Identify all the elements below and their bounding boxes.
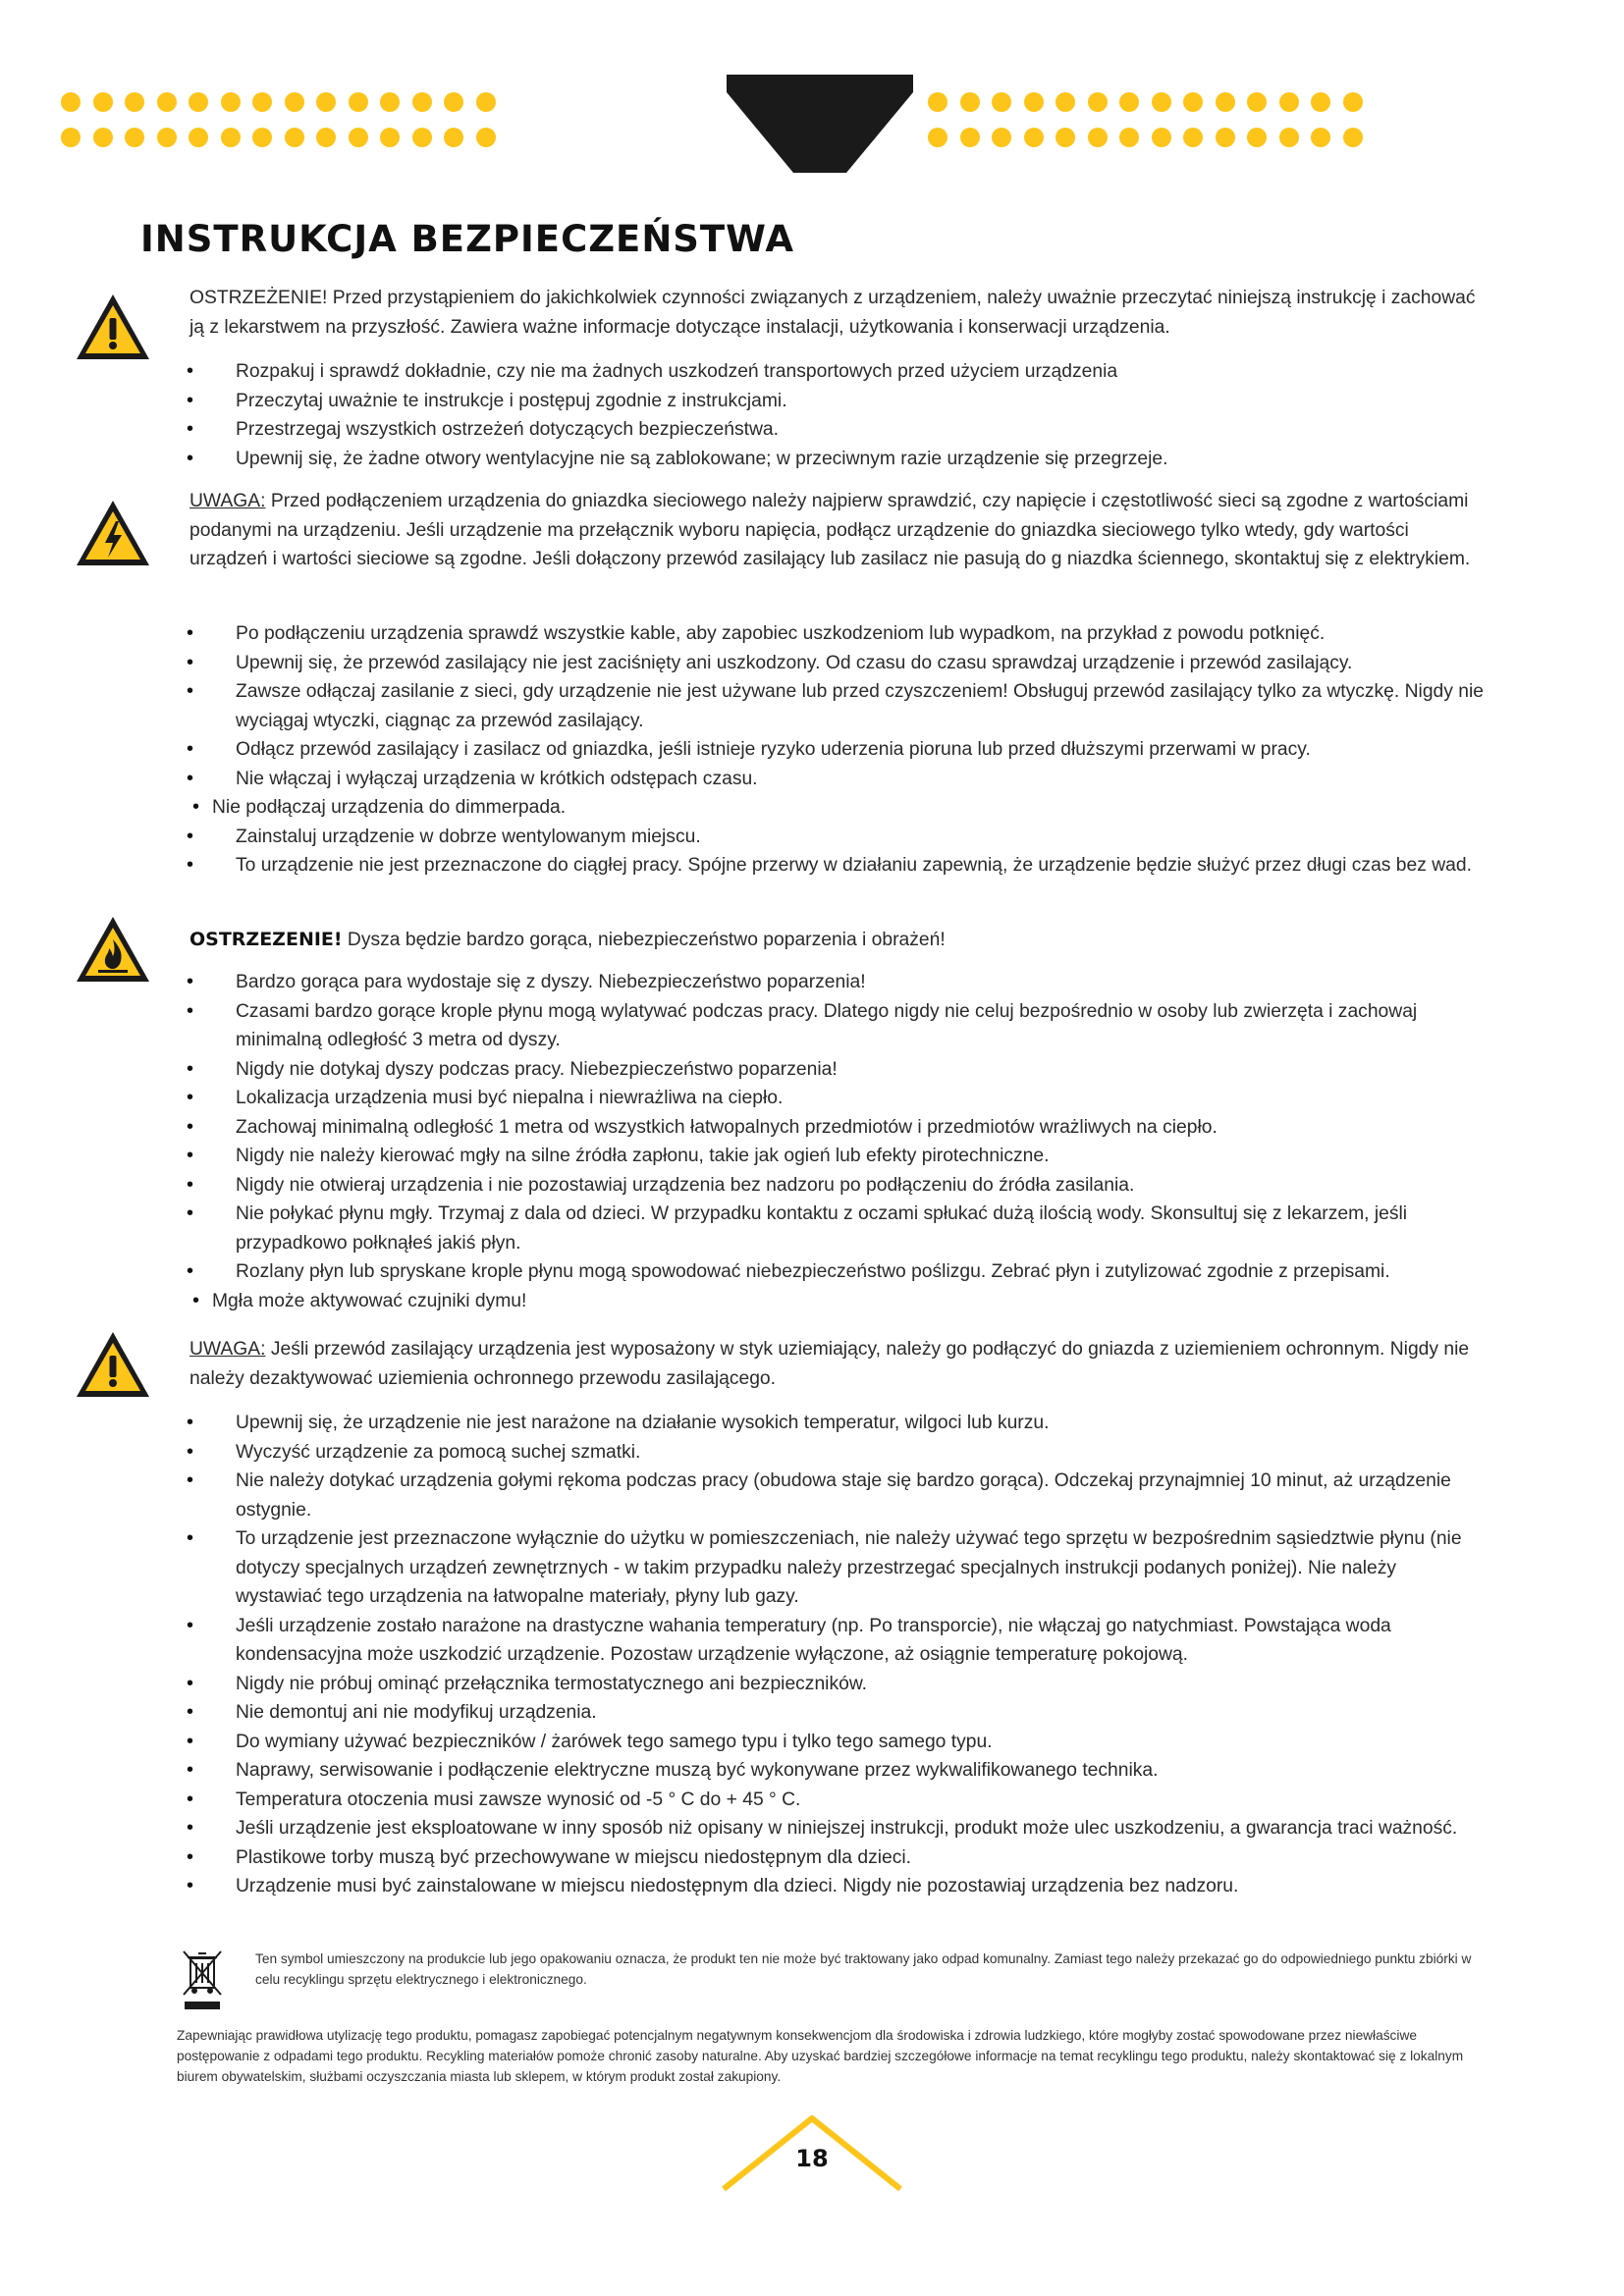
s1-intro xyxy=(189,284,1485,342)
list-item: • Nie podłączaj urządzenia do dimmerpada. xyxy=(0,793,1624,823)
list-item: • Przestrzegaj wszystkich ostrzeżeń dotyczących bezpieczeństwa. xyxy=(0,415,1624,445)
list-item: • Nie demontuj ani nie modyfikuj urządzenia. xyxy=(0,1698,1624,1728)
list-item: • Zawsze odłączaj zasilanie z sieci, gdy urządzenie nie jest używane lub przed czyszczeniem! Obsługuj przewód zasilający tylko za wtyczkę. Nigdy nie wyciągaj wtyczki, ciągnąc za przewód zasilający. xyxy=(0,677,1624,735)
s2-intro xyxy=(189,487,1485,574)
crossed-out-bin-icon xyxy=(181,1949,224,2011)
list-item: • Lokalizacja urządzenia musi być niepalna i niewrażliwa na ciepło. xyxy=(0,1084,1624,1113)
s3-intro xyxy=(189,926,1485,955)
list-item: • Wyczyść urządzenie za pomocą suchej szmatki. xyxy=(0,1438,1624,1468)
list-item: • Upewnij się, że przewód zasilający nie jest zaciśnięty ani uszkodzony. Od czasu do czasu sprawdzaj urządzenie i przewód zasilający. xyxy=(0,649,1624,678)
list-item: • Nie należy dotykać urządzenia gołymi rękoma podczas pracy (obudowa staje się bardzo gorąca). Odczekaj przynajmniej 10 minut, aż urządzenie ostygnie. xyxy=(0,1467,1624,1524)
s1-keyword: OSTRZEŻENIE! xyxy=(189,288,328,308)
s4-intro xyxy=(189,1335,1485,1393)
warning-exclamation-icon xyxy=(75,1329,151,1400)
list-item: • Upewnij się, że żadne otwory wentylacyjne nie są zablokowane; w przeciwnym razie urządzenie się przegrzeje. xyxy=(0,445,1624,474)
s4-text: Jeśli przewód zasilający urządzenia jest wyposażony w styk uziemiający, należy go podłączyć do gniazda z uziemieniem ochronnym. Nigdy nie należy dezaktywować uziemienia ochronnego przewodu zasilającego. xyxy=(189,1339,1470,1389)
list-item: • Upewnij się, że urządzenie nie jest narażone na działanie wysokich temperatur, wilgoci lub kurzu. xyxy=(0,1409,1624,1438)
s2-bullet-list xyxy=(0,619,1624,881)
header-dots-right xyxy=(928,92,1363,147)
list-item: • Mgła może aktywować czujniki dymu! xyxy=(0,1287,1624,1316)
s2-text: Przed podłączeniem urządzenia do gniazdka sieciowego należy najpierw sprawdzić, czy napięcie i częstotliwość sieci są zgodne z wartościami podanymi na urządzeniu. Jeśli urządzenie ma przełącznik wyboru napięcia, podłącz urządzenie do gniazdka sieciowego tylko wtedy, gdy wartości urządzeń i wartości sieciowe są zgodne. Jeśli dołączony przewód zasilający lub zasilacz nie pasują do g niazdka ściennego, skontaktuj się z elektrykiem. xyxy=(189,491,1471,569)
high-voltage-icon xyxy=(75,498,151,568)
list-item: • Plastikowe torby muszą być przechowywane w miejscu niedostępnym dla dzieci. xyxy=(0,1843,1624,1873)
list-item: • Rozlany płyn lub spryskane krople płynu mogą spowodować niebezpieczeństwo poślizgu. Zebrać płyn i zutylizować zgodnie z przepisami. xyxy=(0,1257,1624,1287)
list-item: • Do wymiany używać bezpieczników / żarówek tego samego typu i tylko tego samego typu. xyxy=(0,1728,1624,1757)
s3-keyword: OSTRZEZENIE! xyxy=(189,929,343,950)
list-item: • Po podłączeniu urządzenia sprawdź wszystkie kable, aby zapobiec uszkodzeniom lub wypadkom, na przykład z powodu potknięć. xyxy=(0,619,1624,649)
list-item: • Bardzo gorąca para wydostaje się z dyszy. Niebezpieczeństwo poparzenia! xyxy=(0,968,1624,997)
s4-keyword: UWAGA: xyxy=(189,1339,266,1360)
list-item: • To urządzenie jest przeznaczone wyłącznie do użytku w pomieszczeniach, nie należy używać tego sprzętu w bezpośrednim sąsiedztwie płynu (nie dotyczy specjalnych urządzeń zewnętrznych - w takim przypadku należy przestrzegać specjalnych instrukcji podanych poniżej). Nie należy wystawiać tego urządzenia na łatwopalne materiały, płyny lub gazy. xyxy=(0,1524,1624,1612)
disposal-text: Zapewniając prawidłowa utylizację tego produktu, pomagasz zapobiegać potencjalnym negatywnym konsekwencjom dla środowiska i zdrowia ludzkiego, które mogłyby zostać spowodowane przez niewłaściwe postępowanie z odpadami tego produktu. Recykling materiałów pomoże chronić zasoby naturalne. Aby uzyskać bardziej szczegółowe informacje na temat recyklingu tego produktu, należy skontaktować się z lokalnym biurem obywatelskim, służbami oczyszczania miasta lub sklepem, w którym produkt został zakupiony. xyxy=(177,2028,1464,2084)
list-item: • Nigdy nie otwieraj urządzenia i nie pozostawiaj urządzenia bez nadzoru po podłączeniu do źródła zasilania. xyxy=(0,1171,1624,1201)
list-item: • Nigdy nie dotykaj dyszy podczas pracy. Niebezpieczeństwo poparzenia! xyxy=(0,1055,1624,1085)
list-item: • Naprawy, serwisowanie i podłączenie elektryczne muszą być wykonywane przez wykwalifikowanego technika. xyxy=(0,1756,1624,1786)
list-item: • Przeczytaj uważnie te instrukcje i postępuj zgodnie z instrukcjami. xyxy=(0,387,1624,416)
list-item: • To urządzenie nie jest przeznaczone do ciągłej pracy. Spójne przerwy w działaniu zapewnią, że urządzenie będzie służyć przez długi czas bez wad. xyxy=(0,851,1624,881)
list-item: • Odłącz przewód zasilający i zasilacz od gniazdka, jeśli istnieje ryzyko uderzenia pioruna lub przed dłuższymi przerwami w pracy. xyxy=(0,735,1624,765)
page-title: INSTRUKCJA BEZPIECZEŃSTWA xyxy=(140,218,794,260)
page-number: 18 xyxy=(795,2145,829,2172)
warning-exclamation-icon xyxy=(75,292,151,362)
s4-bullet-list xyxy=(0,1409,1624,1901)
list-item: • Jeśli urządzenie jest eksploatowane w inny sposób niż opisany w niniejszej instrukcji, produkt może ulec uszkodzeniu, a gwarancja traci ważność. xyxy=(0,1814,1624,1843)
list-item: • Zachowaj minimalną odległość 1 metra od wszystkich łatwopalnych przedmiotów i przedmiotów wrażliwych na ciepło. xyxy=(0,1113,1624,1143)
list-item: • Zainstaluj urządzenie w dobrze wentylowanym miejscu. xyxy=(0,823,1624,852)
header-chevron xyxy=(723,69,917,177)
s1-bullet-list xyxy=(0,357,1624,473)
list-item: • Nie włączaj i wyłączaj urządzenia w krótkich odstępach czasu. xyxy=(0,765,1624,794)
list-item: • Temperatura otoczenia musi zawsze wynosić od -5 ° C do + 45 ° C. xyxy=(0,1786,1624,1815)
weee-text: Ten symbol umieszczony na produkcie lub jego opakowaniu oznacza, że produkt ten nie może być traktowany jako odpad komunalny. Zamiast tego należy przekazać go do odpowiedniego punktu zbiórki w celu recyklingu sprzętu elektrycznego i elektronicznego. xyxy=(255,1951,1472,1987)
list-item: • Rozpakuj i sprawdź dokładnie, czy nie ma żadnych uszkodzeń transportowych przed użyciem urządzenia xyxy=(0,357,1624,387)
list-item: • Nigdy nie należy kierować mgły na silne źródła zapłonu, takie jak ogień lub efekty pirotechniczne. xyxy=(0,1142,1624,1171)
list-item: • Nie połykać płynu mgły. Trzymaj z dala od dzieci. W przypadku kontaktu z oczami spłukać dużą ilością wody. Skonsultuj się z lekarzem, jeśli przypadkowo połknąłeś jakiś płyn. xyxy=(0,1200,1624,1257)
list-item: • Czasami bardzo gorące krople płynu mogą wylatywać podczas pracy. Dlatego nigdy nie celuj bezpośrednio w osoby lub zwierzęta i zachowaj minimalną odległość 3 metra od dyszy. xyxy=(0,997,1624,1055)
list-item: • Nigdy nie próbuj ominąć przełącznika termostatycznego ani bezpieczników. xyxy=(0,1670,1624,1699)
s1-text: Przed przystąpieniem do jakichkolwiek czynności związanych z urządzeniem, należy uważnie przeczytać niniejszą instrukcję i zachować ją z lekarstwem na przyszłość. Zawiera ważne informacje dotyczące instalacji, użytkowania i konserwacji urządzenia. xyxy=(189,288,1476,338)
s3-bullet-list xyxy=(0,968,1624,1315)
s3-text: Dysza będzie bardzo gorąca, niebezpieczeństwo poparzenia i obrażeń! xyxy=(342,930,946,950)
header-dots-left xyxy=(61,92,496,147)
list-item: • Jeśli urządzenie zostało narażone na drastyczne wahania temperatury (np. Po transporcie), nie włączaj go natychmiast. Powstająca woda kondensacyjna może uszkodzić urządzenie. Pozostaw urządzenie wyłączone, aż osiągnie temperaturę pokojową. xyxy=(0,1612,1624,1670)
s2-keyword: UWAGA: xyxy=(189,491,266,511)
list-item: • Urządzenie musi być zainstalowane w miejscu niedostępnym dla dzieci. Nigdy nie pozostawiaj urządzenia bez nadzoru. xyxy=(0,1872,1624,1901)
